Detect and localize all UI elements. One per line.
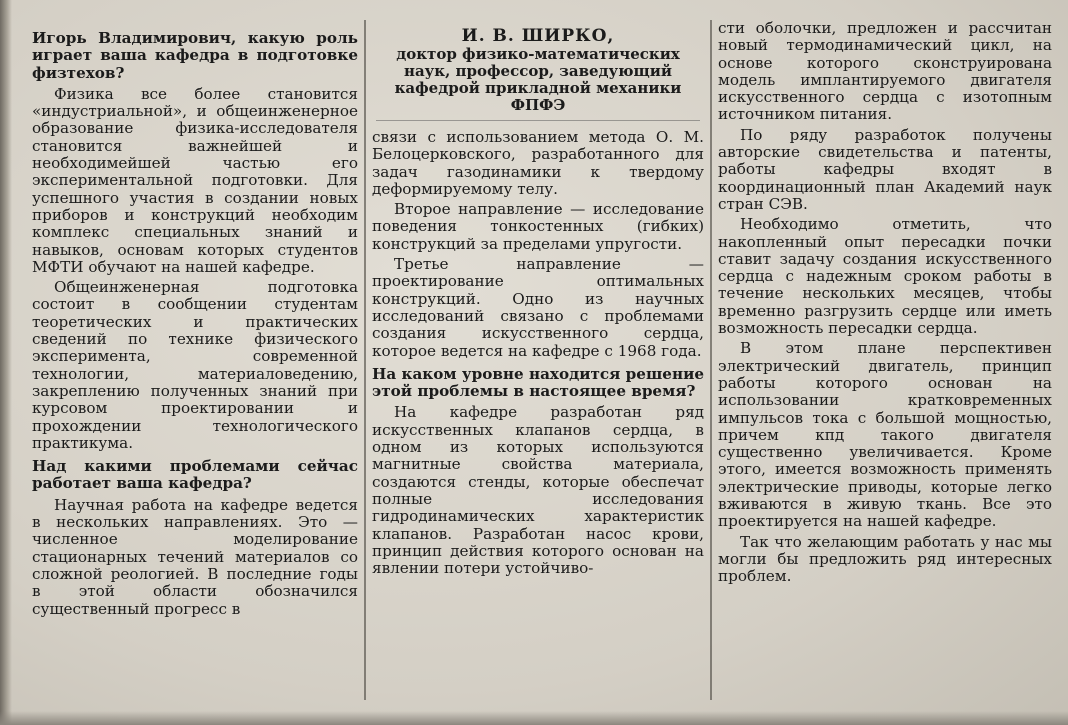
question-current-problems: Над какими проблемами сейчас работает ваша кафедра?: [32, 457, 358, 493]
column-rule-2: [710, 20, 712, 700]
page-bottom-shadow: [0, 711, 1068, 725]
answer-paragraph-1: Физика все более становится «индустриальной», и общеинженерное образование физика-исследователя становится важнейшей и необходимейшей частью его экспериментальной подготовки. Для успешного участия в создании новых приборов и конструкций необходим комплекс специальных знаний и навыков, основам которых студентов МФТИ обучают на нашей кафедре.: [32, 84, 358, 276]
author-title: доктор физико-математических наук, профессор, заведующий кафедрой прикладной механики ФПФЭ: [394, 45, 682, 114]
valves-paragraph: На кафедре разработан ряд искусственных клапанов сердца, в одном из которых используются магнитные свойства материала, создаются стенды, которые обеспечат полные исследования гидродинамических характеристик клапанов. Разработан насос крови, принцип действия которого основан на явлении потери устойчиво-: [372, 403, 704, 578]
answer-paragraph-3: Научная работа на кафедре ведется в нескольких направлениях. Это — численное моделирование стационарных течений материалов со сложной реологией. В последние годы в этой области обозначился существенный прогресс в: [32, 495, 358, 618]
second-direction-paragraph: Второе направление — исследование поведения тонкостенных (гибких) конструкций за пределами упругости.: [372, 200, 704, 253]
column-3: [718, 20, 1052, 710]
header-divider: [376, 120, 700, 121]
question-solution-level: На каком уровне находится решение этой проблемы в настоящее время?: [372, 364, 704, 401]
author-name: И. В. ШИРКО,: [461, 26, 615, 46]
electric-motor-paragraph: В этом плане перспективен электрический двигатель, принцип работы которого основан на использовании кратковременных импульсов тока с большой мощностью, причем кпд такого двигателя существенно увеличивается. Кроме этого, имеется возможность применять электрические приводы, которые легко вживаются в живую ткань. Все это проектируется на нашей кафедре.: [718, 339, 1052, 531]
continued-shell-paragraph: сти оболочки, предложен и рассчитан новый термодинамический цикл, на основе которого сконструирована модель имплантируемого двигателя искусственного сердца с изотопным источником питания.: [718, 20, 1052, 124]
transplant-paragraph: Необходимо отметить, что накопленный опыт пересадки почки ставит задачу создания искусственного сердца с надежным сроком работы в течение нескольких месяцев, чтобы временно разгрузить сердце или иметь возможность пересадки сердца.: [718, 215, 1052, 338]
column-1: [32, 20, 358, 700]
column-2: [372, 20, 704, 710]
third-direction-paragraph: Третье направление — проектирование оптимальных конструкций. Одно из научных исследований связано с проблемами создания искусственного сердца, которое ведется на кафедре с 1968 года.: [372, 255, 704, 360]
column-rule-1: [364, 20, 366, 700]
author-header: [372, 28, 704, 114]
page-left-shadow: [0, 0, 12, 725]
question-role-of-department: Игорь Владимирович, какую роль играет ваша кафедра в подготовке физтехов?: [32, 29, 358, 82]
continued-paragraph: связи с использованием метода О. М. Белоцерковского, разработанного для задач газодинамики к твердому деформируемому телу.: [372, 128, 704, 198]
patents-paragraph: По ряду разработок получены авторские свидетельства и патенты, работы кафедры входят в координационный план Академий наук стран СЭВ.: [718, 125, 1052, 213]
answer-paragraph-2: Общеинженерная подготовка состоит в сообщении студентам теоретических и практических сведений по технике физического эксперимента, современной технологии, материаловедению, закреплению полученных знаний при курсовом проектировании и прохождении технологического практикума.: [32, 278, 358, 452]
closing-paragraph: Так что желающим работать у нас мы могли бы предложить ряд интересных проблем.: [718, 532, 1052, 586]
